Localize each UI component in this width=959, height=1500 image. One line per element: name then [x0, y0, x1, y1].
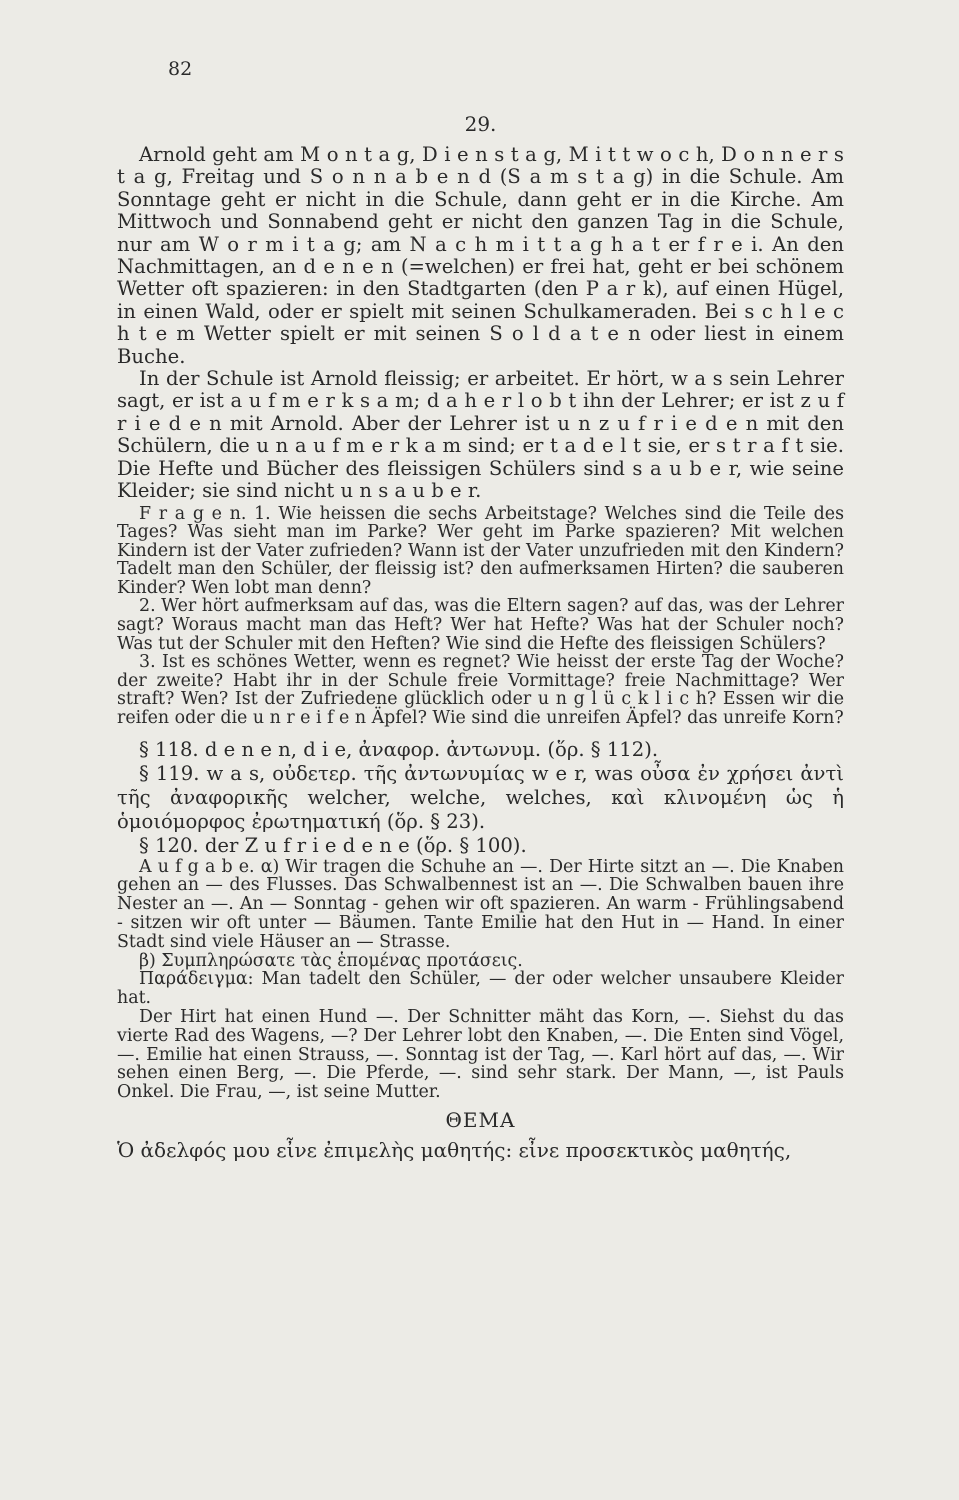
grammar-rule: § 119. w a s, οὐδετερ. τῆς ἀντωνυμίας w e r, was οὖσα ἐν χρήσει ἀντὶ τῆς ἀναφορικῆς welcher, welche, welches, καὶ κλινομένη ὡς ἡ ὁμοιόμορφος ἐρωτηματική (ὅρ. § 23).	[117, 761, 844, 833]
section-number: 29.	[464, 112, 497, 136]
exercise	[117, 858, 844, 1102]
question-block: 2. Wer hört aufmerksam auf das, was die Eltern sagen? auf das, was der Lehrer sagt? Woraus macht man das Heft? Wer hat Hefte? Was hat der Schuler noch? Was tut der Schuler mit den Heften? Wie sind die Hefte des fleissigen Schülers?	[117, 596, 844, 654]
exercise-paragraph: A u f g a b e. α) Wir tragen die Schuhe an —. Der Hirte sitzt an —. Die Knaben gehen an — des Flusses. Das Schwalbennest ist an —. Die Schwalben bauen ihre Nester an —. An — Sonntag - gehen wir oft spazieren. An warm - Frühlingsabend - sitzen wir oft unter — Bäumen. Tante Emilie hat den Hut in — Hand. In einer Stadt sind viele Häuser an — Strasse.	[117, 856, 844, 952]
paragraph: Arnold geht am M o n t a g, D i e n s t a g, M i t t w o c h, D o n n e r s t a g, Freitag und S o n n a b e n d (S a m s t a g) in die Schule. Am Sonntage geht er nicht in die Schule, dann geht er in die Kirche. Am Mittwoch und Sonnabend geht er nicht den ganzen Tag in die Schule, nur am W o r m i t a g; am N a c h m i t t a g h a t er f r e i. An den Nachmittagen, an d e n e n (=welchen) er frei hat, geht er bei schönem Wetter oft spazieren: in den Stadtgarten (den P a r k), auf einen Hügel, in einen Wald, oder er spielt mit seinen Schulkameraden. Bei s c h l e c h t e m Wetter spielt er mit seinen S o l d a t e n oder liest in einem Buche.	[117, 143, 844, 368]
grammar-rule: § 118. d e n e n, d i e, ἀναφορ. ἀντωνυμ. (ὅρ. § 112).	[139, 737, 659, 761]
grammar-notes	[117, 738, 844, 858]
exercise-paragraph: Der Hirt hat einen Hund —. Der Schnitter mäht das Korn, —. Siehst du das vierte Rad des Wagens, —? Der Lehrer lobt den Knaben, —. Die Enten sind Vögel, —. Emilie hat einen Strauss, —. Sonntag ist der Tag, —. Karl hört auf das, —. Wir sehen einen Berg, —. Die Pferde, —. sind sehr stark. Der Mann, —, ist Pauls Onkel. Die Frau, —, ist seine Mutter.	[117, 1007, 844, 1103]
question-block: F r a g e n. 1. Wie heissen die sechs Arbeitstage? Welches sind die Teile des Tages? Was sieht man im Parke? Wer geht im Parke spazieren? Mit welchen Kindern ist der Vater zufrieden? Wann ist der Vater unzufrieden mit den Kindern? Tadelt man den Schüler, der fleissig ist? den aufmerksamen Hirten? die sauberen Kinder? Wen lobt man denn?	[117, 503, 844, 598]
paragraph: In der Schule ist Arnold fleissig; er arbeitet. Er hört, w a s sein Lehrer sagt, er ist a u f m e r k s a m; d a h e r l o b t ihn der Lehrer; er ist z u f r i e d e n mit Arnold. Aber der Lehrer ist u n z u f r i e d e n mit den Schülern, die u n a u f m e r k a m sind; er t a d e l t sie, er s t r a f t sie. Die Hefte und Bücher des fleissigen Schülers sind s a u b e r, wie seine Kleider; sie sind nicht u n s a u b e r.	[117, 367, 844, 503]
exercise-paragraph: β) Συμπληρώσατε τὰς ἑπομένας προτάσεις.	[139, 950, 523, 971]
question-block: 3. Ist es schönes Wetter, wenn es regnet? Wie heisst der erste Tag der Woche? der zweite? Habt ihr in der Schule freie Vormittage? freie Nachmittage? Wer straft? Wen? Ist der Zufriedene glücklich oder u n g l ü c k l i c h? Essen wir die reifen oder die u n r e i f e n Äpfel? Wie sind die unreifen Äpfel? das unreife Korn?	[117, 652, 844, 729]
exercise-paragraph: Παράδειγμα: Man tadelt den Schüler, — der oder welcher unsaubere Kleider hat.	[117, 969, 844, 1009]
lesson-text	[117, 144, 844, 503]
page-number: 82	[168, 58, 193, 80]
theme-text: Ὁ ἀδελφός μου εἶνε ἐπιμελὴς μαθητής: εἶνε προσεκτικὸς μαθητής,	[117, 1137, 792, 1162]
questions	[117, 505, 844, 728]
theme-title: ΘΕΜΑ	[445, 1107, 516, 1132]
grammar-rule: § 120. der Z u f r i e d e n e (ὅρ. § 100).	[139, 833, 527, 857]
